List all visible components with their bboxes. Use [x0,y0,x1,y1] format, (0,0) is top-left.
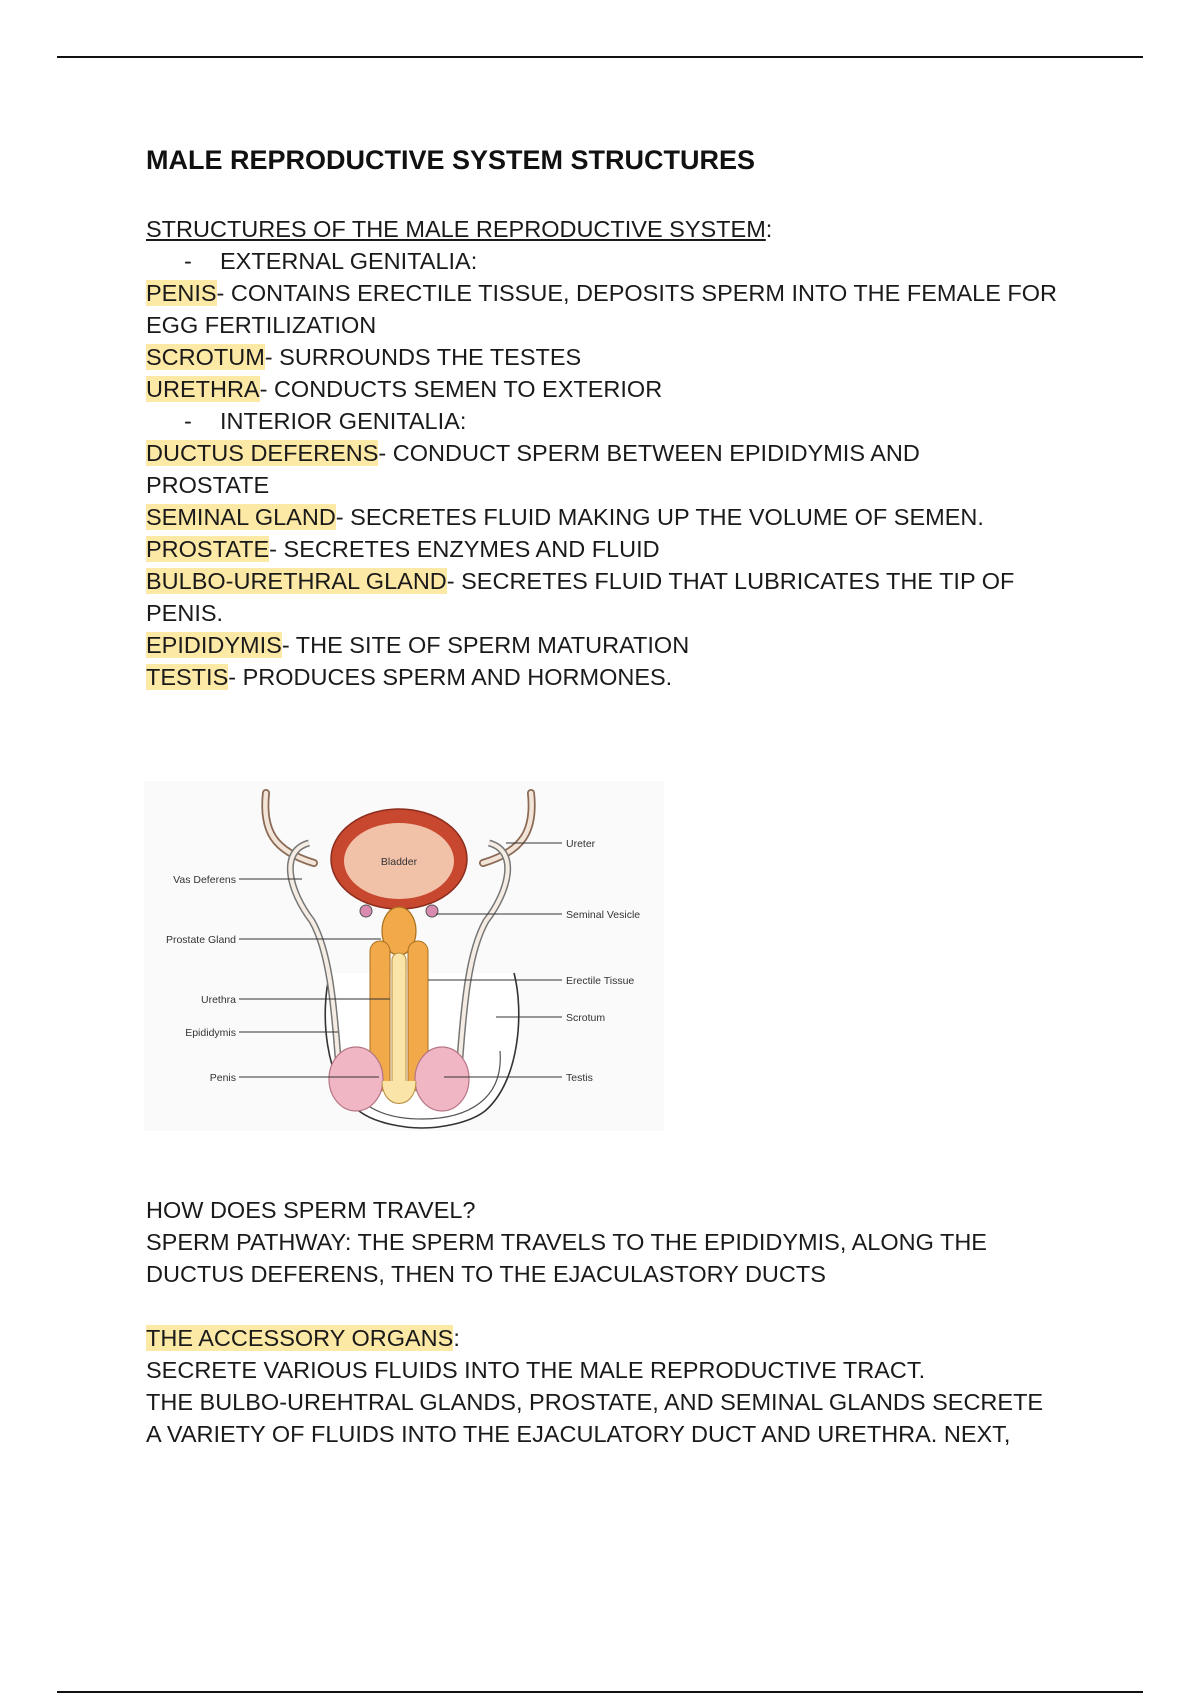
highlighted-term: SCROTUM [146,344,265,370]
label-bladder: Bladder [380,856,418,868]
sperm-pathway-line: DUCTUS DEFERENS, THEN TO THE EJACULASTORY DUCTS [146,1261,826,1287]
interior-genitalia-heading: - INTERIOR GENITALIA: [146,405,1106,437]
urethra-tube [392,953,406,1093]
highlighted-term: PENIS [146,280,217,306]
highlighted-term: SEMINAL GLAND [146,504,336,530]
highlighted-term: EPIDIDYMIS [146,632,282,658]
male-reproductive-diagram [144,781,664,1131]
sperm-pathway-line: SPERM PATHWAY: THE SPERM TRAVELS TO THE EPIDIDYMIS, ALONG THE [146,1229,987,1255]
label-testis: Testis [566,1072,593,1084]
term-line-penis: PENIS- CONTAINS ERECTILE TISSUE, DEPOSITS SPERM INTO THE FEMALE FOR [146,280,1058,306]
bullet-dash: - [184,248,192,274]
label-urethra: Urethra [200,994,236,1006]
document-body [146,213,1106,1450]
accessory-heading: THE ACCESSORY ORGANS [146,1325,454,1351]
label-ureter: Ureter [566,838,596,850]
accessory-line: THE BULBO-UREHTRAL GLANDS, PROSTATE, AND SEMINAL GLANDS SECRETE [146,1389,1044,1415]
highlighted-term: BULBO-URETHRAL GLAND [146,568,447,594]
accessory-line: A VARIETY OF FLUIDS INTO THE EJACULATORY DUCT AND URETHRA. NEXT, [146,1421,1011,1447]
term-line-scrotum: SCROTUM- SURROUNDS THE TESTES [146,344,582,370]
term-line-continuation: PROSTATE [146,472,270,498]
highlighted-term: URETHRA [146,376,260,402]
sperm-question: HOW DOES SPERM TRAVEL? [146,1197,476,1223]
label-penis: Penis [209,1072,236,1084]
accessory-heading-line: THE ACCESSORY ORGANS: [146,1325,460,1351]
label-prostate-gland: Prostate Gland [165,934,236,946]
bullet-dash: - [184,408,192,434]
accessory-line: SECRETE VARIOUS FLUIDS INTO THE MALE REPRODUCTIVE TRACT. [146,1357,926,1383]
term-line-epididymis: EPIDIDYMIS- THE SITE OF SPERM MATURATION [146,632,690,658]
label-erectile-tissue: Erectile Tissue [566,975,635,987]
bottom-rule [57,1691,1143,1693]
label-seminal-vesicle: Seminal Vesicle [566,909,641,921]
term-line-ductus-deferens: DUCTUS DEFERENS- CONDUCT SPERM BETWEEN EPIDIDYMIS AND [146,440,920,466]
left-seminal-vesicle [360,905,372,917]
structures-heading: STRUCTURES OF THE MALE REPRODUCTIVE SYSTEM [146,216,766,242]
term-line-bulbo-urethral: BULBO-URETHRAL GLAND- SECRETES FLUID THAT LUBRICATES THE TIP OF [146,568,1015,594]
term-line-continuation: EGG FERTILIZATION [146,312,377,338]
term-line-seminal-gland: SEMINAL GLAND- SECRETES FLUID MAKING UP THE VOLUME OF SEMEN. [146,504,984,530]
term-line-urethra: URETHRA- CONDUCTS SEMEN TO EXTERIOR [146,376,663,402]
page-title: MALE REPRODUCTIVE SYSTEM STRUCTURES [146,145,756,175]
right-testis [415,1047,469,1111]
highlighted-term: TESTIS [146,664,229,690]
label-vas-deferens: Vas Deferens [173,874,236,886]
label-scrotum: Scrotum [566,1012,606,1024]
highlighted-term: DUCTUS DEFERENS [146,440,379,466]
term-line-prostate: PROSTATE- SECRETES ENZYMES AND FLUID [146,536,660,562]
term-line-testis: TESTIS- PRODUCES SPERM AND HORMONES. [146,664,673,690]
highlighted-term: PROSTATE [146,536,270,562]
right-seminal-vesicle [426,905,438,917]
term-line-continuation: PENIS. [146,600,224,626]
left-testis [329,1047,383,1111]
external-genitalia-heading: - EXTERNAL GENITALIA: [146,245,1106,277]
label-epididymis: Epididymis [185,1027,236,1039]
top-rule [57,56,1143,58]
structures-heading-line: STRUCTURES OF THE MALE REPRODUCTIVE SYSTEM: [146,216,773,242]
